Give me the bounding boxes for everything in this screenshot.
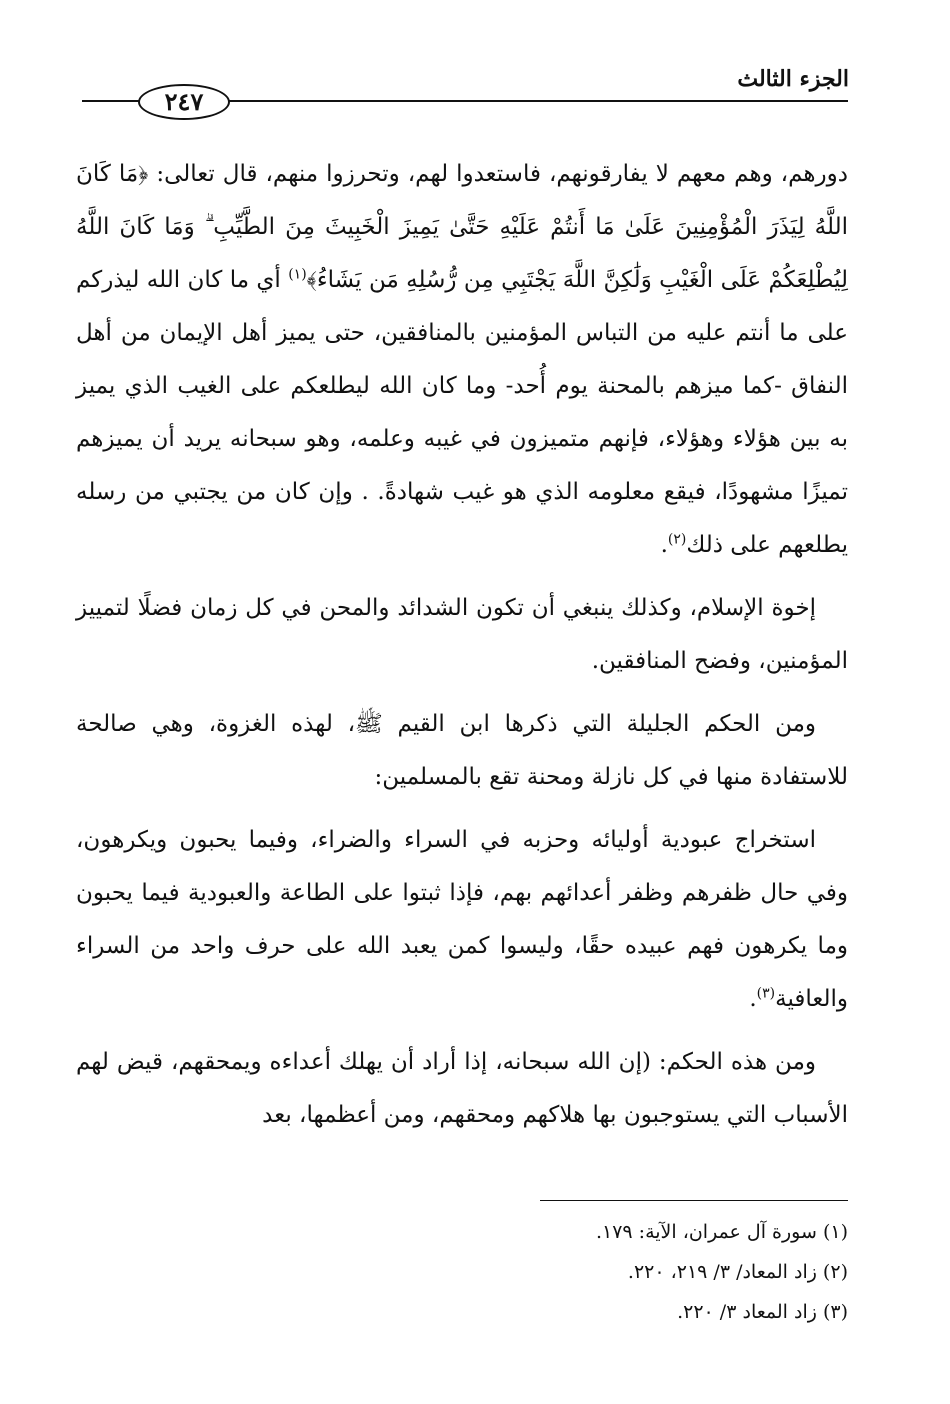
paragraph-end: . — [660, 532, 668, 558]
footnotes — [348, 1212, 848, 1332]
paragraph-text: دورهم، وهم معهم لا يفارقونهم، فاستعدوا لهم، وتحرزوا منهم، قال تعالى: — [148, 161, 848, 187]
paragraph-3 — [76, 698, 848, 804]
paragraph-2 — [76, 582, 848, 688]
paragraph-text: ومن هذه الحكم: (إن الله سبحانه، إذا أراد أن يهلك أعداءه ويمحقهم، قيض لهم الأسباب التي يستوجبون بها هلاكهم ومحقهم، ومن أعظمها، بعد — [76, 1049, 848, 1128]
paragraph-text: أي ما كان الله ليذركم على ما أنتم عليه من التباس المؤمنين بالمنافقين، حتى يميز أهل الإيمان من أهل النفاق -كما ميزهم بالمحنة يوم أُحد- وما كان الله ليطلعكم على الغيب الذي يميز به بين هؤلاء وهؤلاء، فإنهم متميزون في غيبه وعلمه، وهو سبحانه يريد أن يميزهم تميزًا مشهودًا، فيقع معلومه الذي هو غيب شهادةً. . وإن كان من يجتبي من رسله يطلعهم على ذلك — [76, 267, 848, 558]
paragraph-5 — [76, 1036, 848, 1142]
paragraph-4 — [76, 814, 848, 1026]
footnote-1: (١) سورة آل عمران، الآية: ١٧٩. — [595, 1221, 848, 1243]
footnote-ref: (١) — [288, 266, 307, 283]
footnote-2: (٢) زاد المعاد/ ٣/ ٢١٩، ٢٢٠. — [627, 1261, 848, 1283]
body-text — [76, 148, 848, 1152]
footnote-ref: (٢) — [667, 531, 687, 548]
paragraph-text: استخراج عبودية أوليائه وحزبه في السراء والضراء، وفيما يحبون ويكرهون، وفي حال ظفرهم وظفر أعدائهم بهم، فإذا ثبتوا على الطاعة والعبودية فيما يحبون وما يكرهون فهم عبيده حقًا، وليسوا كمن يعبد الله على حرف واحد من السراء والعافية — [76, 827, 848, 1012]
paragraph-text: ومن الحكم الجليلة التي ذكرها ابن القيم ﷺ، لهذه الغزوة، وهي صالحة للاستفادة منها في كل نازلة ومحنة تقع بالمسلمين: — [76, 711, 848, 790]
paragraph-end: . — [749, 986, 757, 1012]
footnote-separator — [540, 1200, 848, 1201]
paragraph-1 — [76, 148, 848, 572]
section-title: الجزء الثالث — [737, 66, 849, 92]
page-number: ٢٤٧ — [138, 84, 230, 120]
paragraph-text: إخوة الإسلام، وكذلك ينبغي أن تكون الشدائد والمحن في كل زمان فضلًا لتمييز المؤمنين، وفضح المنافقين. — [76, 595, 848, 674]
quran-verse: ﴿مَا كَانَ اللَّهُ لِيَذَرَ الْمُؤْمِنِينَ عَلَىٰ مَا أَنتُمْ عَلَيْهِ حَتَّىٰ يَمِيزَ الْخَبِيثَ مِنَ الطَّيِّبِ ۗ وَمَا كَانَ اللَّهُ لِيُطْلِعَكُمْ عَلَى الْغَيْبِ وَلَٰكِنَّ اللَّهَ يَجْتَبِي مِن رُّسُلِهِ مَن يَشَاءُ﴾ — [76, 161, 848, 293]
footnote-3: (٣) زاد المعاد ٣/ ٢٢٠. — [677, 1301, 848, 1323]
footnote-ref: (٣) — [756, 985, 776, 1002]
